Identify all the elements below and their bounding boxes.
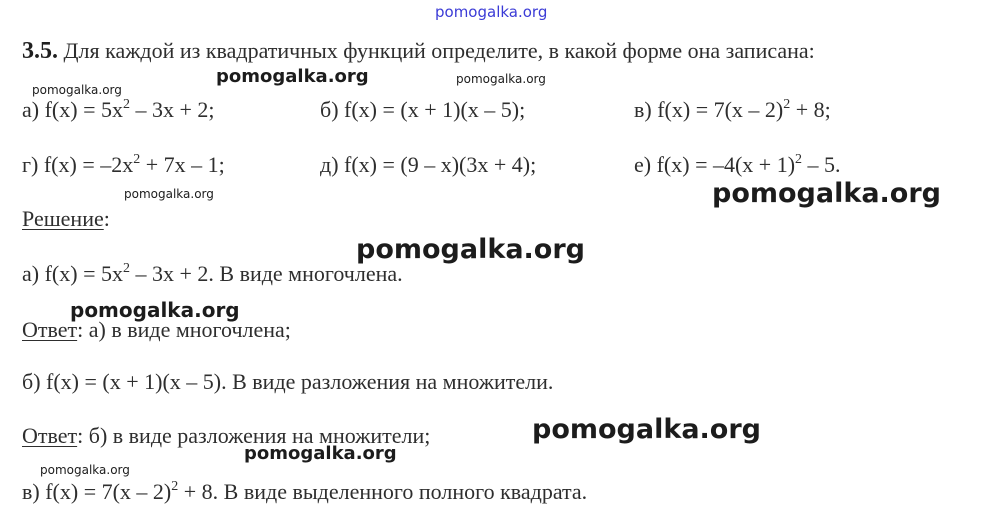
- watermark: pomogalka.org: [40, 463, 130, 477]
- exponent: 2: [133, 152, 141, 167]
- function-b-text: б) f(x) = (x + 1)(x – 5);: [320, 97, 526, 122]
- function-b: [320, 97, 525, 123]
- solution-v-rest: + 8. В виде выделенного полного квадрата.: [178, 479, 588, 504]
- exponent: 2: [171, 479, 179, 494]
- solution-b: [22, 369, 553, 395]
- watermark: pomogalka.org: [124, 187, 214, 201]
- solution-b-text: б) f(x) = (x + 1)(x – 5). В виде разложения на множители.: [22, 369, 554, 394]
- function-v-text: в) f(x) = 7(x – 2): [634, 97, 784, 122]
- exponent: 2: [122, 97, 130, 112]
- task-number: 3.5.: [22, 38, 58, 64]
- function-e-rest: – 5.: [802, 152, 841, 177]
- watermark: pomogalka.org: [356, 234, 585, 265]
- solution-v: [22, 479, 587, 505]
- watermark: pomogalka.org: [70, 298, 240, 322]
- function-g-rest: + 7x – 1;: [140, 152, 225, 177]
- solution-a: [22, 261, 403, 287]
- answer-a: [22, 317, 291, 343]
- solution-v-text: в) f(x) = 7(x – 2): [22, 479, 172, 504]
- watermark: pomogalka.org: [32, 83, 122, 97]
- answer-label: Ответ: [22, 423, 78, 448]
- answer-label: Ответ: [22, 317, 78, 342]
- function-e-text: е) f(x) = –4(x + 1): [634, 152, 796, 177]
- function-v-rest: + 8;: [790, 97, 831, 122]
- function-e: [634, 152, 841, 178]
- answer-a-text: : а) в виде многочлена;: [77, 317, 291, 342]
- function-d-text: д) f(x) = (9 – x)(3x + 4);: [320, 152, 537, 177]
- function-v: [634, 97, 831, 123]
- watermark: pomogalka.org: [712, 178, 941, 209]
- watermark: pomogalka.org: [532, 414, 761, 445]
- task-statement: [22, 38, 815, 65]
- solution-heading-label: Решение: [22, 206, 104, 231]
- answer-b-text: : б) в виде разложения на множители;: [77, 423, 431, 448]
- watermark: pomogalka.org: [216, 66, 369, 87]
- exponent: 2: [783, 97, 791, 112]
- watermark-top: pomogalka.org: [435, 3, 548, 21]
- function-d: [320, 152, 536, 178]
- function-g: [22, 152, 225, 178]
- task-text: Для каждой из квадратичных функций определите, в какой форме она записана:: [63, 38, 815, 63]
- solution-a-rest: – 3x + 2. В виде многочлена.: [129, 261, 403, 286]
- function-a-text: а) f(x) = 5x: [22, 97, 123, 122]
- exponent: 2: [122, 261, 130, 276]
- watermark: pomogalka.org: [456, 72, 546, 86]
- solution-heading: [22, 206, 110, 232]
- function-a: [22, 97, 215, 123]
- exponent: 2: [795, 152, 803, 167]
- solution-a-text: а) f(x) = 5x: [22, 261, 123, 286]
- function-a-rest: – 3x + 2;: [129, 97, 215, 122]
- function-g-text: г) f(x) = –2x: [22, 152, 134, 177]
- watermark: pomogalka.org: [244, 443, 397, 464]
- solution-heading-colon: :: [103, 206, 110, 231]
